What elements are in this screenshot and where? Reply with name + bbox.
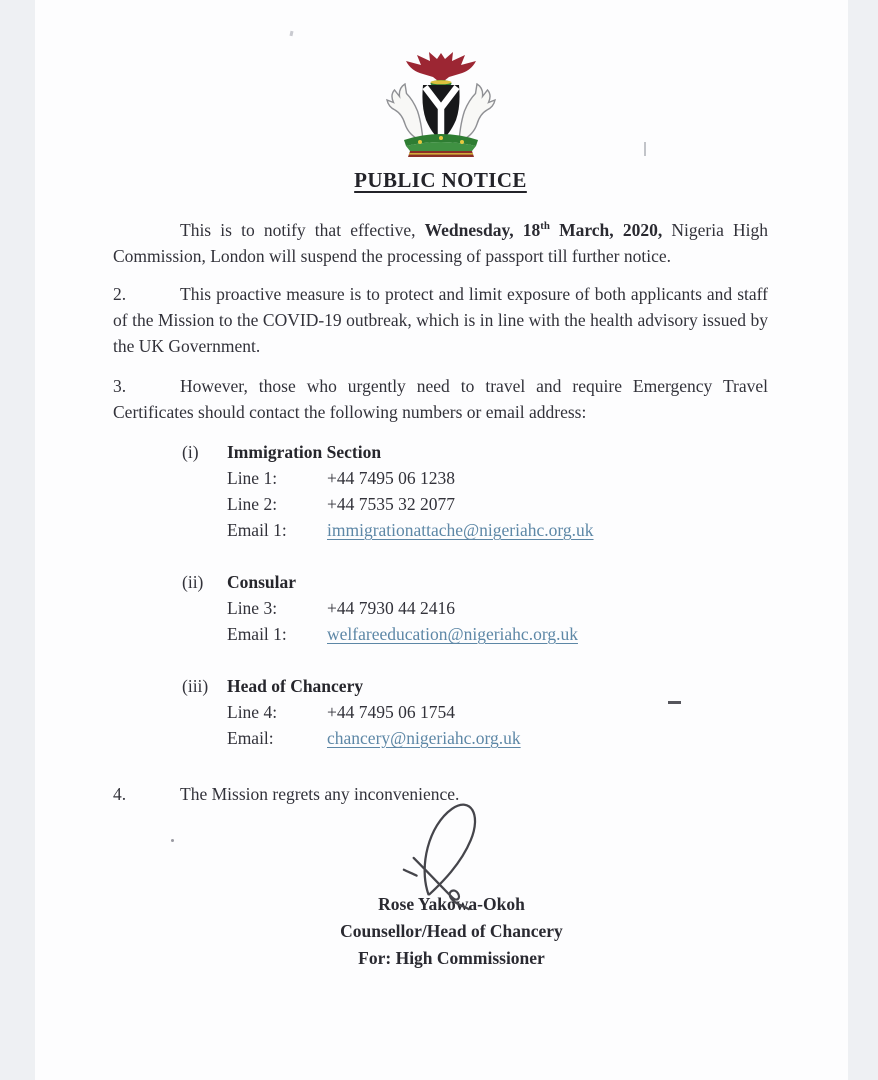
contact-details <box>227 439 768 543</box>
list-numeral: (i) <box>182 442 199 462</box>
effective-date: Wednesday, 18th March, 2020, <box>424 220 663 240</box>
page-title: PUBLIC NOTICE <box>354 168 527 192</box>
signatory-for-line: For: High Commissioner <box>358 948 545 968</box>
contact-label: Email 1: <box>227 520 287 540</box>
contact-details <box>227 673 768 751</box>
signature-block <box>113 807 768 1022</box>
list-numeral: (ii) <box>182 572 204 592</box>
nigeria-coat-of-arms-icon <box>375 48 507 160</box>
scan-artifact-dash <box>668 701 681 704</box>
paragraph-number: 4. <box>113 784 127 804</box>
signatory-role: Counsellor/Head of Chancery <box>340 921 563 941</box>
contact-heading: Immigration Section <box>227 442 382 462</box>
emblem-container <box>113 48 768 160</box>
paragraph-3 <box>113 373 768 425</box>
phone-number: +44 7495 06 1238 <box>327 468 455 488</box>
paragraph-text: This proactive measure is to protect and limit exposure of both applicants and staff of the Mission to the COVID-19 outbreak, which is in line with the health advisory issued by the UK Government. <box>113 284 768 356</box>
paragraph-number: 2. <box>113 284 127 304</box>
scan-artifact-tick <box>644 142 646 156</box>
contact-row <box>227 699 768 725</box>
paragraph-intro <box>113 217 768 269</box>
signatory-name: Rose Yakowa-Okoh <box>378 894 525 914</box>
phone-number: +44 7495 06 1754 <box>327 702 455 722</box>
contact-row <box>227 517 768 543</box>
paragraph-2 <box>113 281 768 359</box>
phone-number: +44 7930 44 2416 <box>327 598 455 618</box>
contact-row <box>227 725 768 751</box>
contact-label: Email: <box>227 728 274 748</box>
contact-row <box>227 491 768 517</box>
contact-heading: Consular <box>227 572 297 592</box>
contact-group-immigration <box>182 439 768 543</box>
paragraph-text: The Mission regrets any inconvenience. <box>180 784 460 804</box>
contact-details <box>227 569 768 647</box>
contact-group-consular <box>182 569 768 647</box>
contact-row <box>227 465 768 491</box>
paragraph-text: This is to notify that effective, <box>180 220 425 240</box>
email-link-chancery[interactable]: chancery@nigeriahc.org.uk <box>327 728 521 748</box>
document-page <box>35 0 848 1080</box>
contact-heading: Head of Chancery <box>227 676 364 696</box>
contact-row <box>227 621 768 647</box>
handwritten-signature-icon <box>395 795 513 913</box>
paragraph-number: 3. <box>113 376 127 396</box>
contact-label: Line 4: <box>227 702 278 722</box>
list-numeral: (iii) <box>182 676 209 696</box>
document-content <box>35 48 848 1080</box>
paragraph-text: Nigeria High Commission, London will suspend the processing of passport till further notice. <box>113 220 768 266</box>
contact-label: Email 1: <box>227 624 287 644</box>
contact-label: Line 1: <box>227 468 278 488</box>
contact-label: Line 2: <box>227 494 278 514</box>
email-link-immigration[interactable]: immigrationattache@nigeriahc.org.uk <box>327 520 594 540</box>
email-link-welfare[interactable]: welfareeducation@nigeriahc.org.uk <box>327 624 578 644</box>
scan-artifact-dot <box>171 839 174 842</box>
phone-number: +44 7535 32 2077 <box>327 494 455 514</box>
contact-row <box>227 595 768 621</box>
contact-group-chancery <box>182 673 768 751</box>
paragraph-text: However, those who urgently need to travel and require Emergency Travel Certificates should contact the following numbers or email address: <box>113 376 768 422</box>
contact-label: Line 3: <box>227 598 278 618</box>
